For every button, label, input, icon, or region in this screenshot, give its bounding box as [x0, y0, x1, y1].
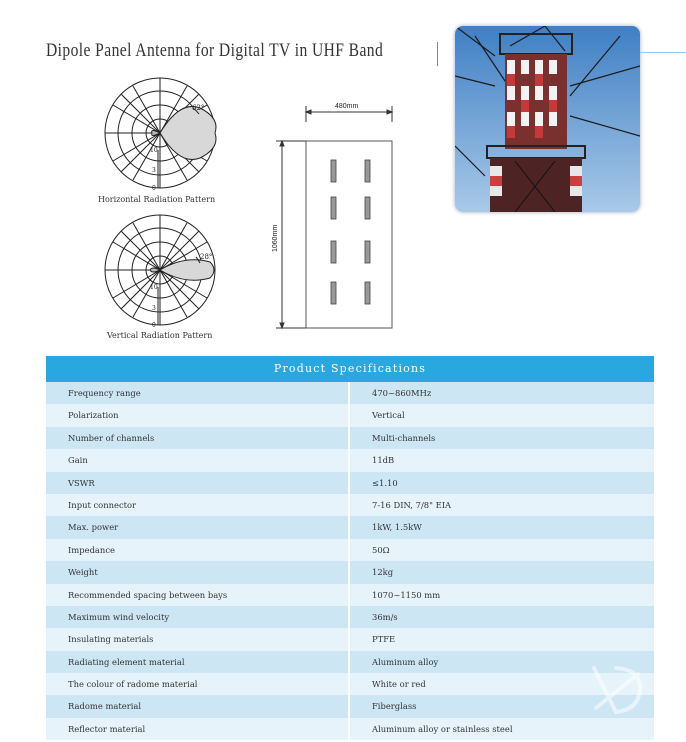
spec-label: Insulating materials	[46, 628, 350, 650]
spec-label: Max. power	[46, 516, 350, 538]
width-dimension: 480mm	[335, 103, 359, 110]
table-row	[46, 382, 654, 404]
watermark-logo-icon	[586, 660, 650, 720]
height-dimension: 1060mm	[272, 224, 279, 252]
table-row	[46, 404, 654, 426]
spec-label: Weight	[46, 561, 350, 583]
vertical-scale-10: 10	[150, 284, 158, 291]
spec-value: PTFE	[372, 634, 396, 645]
spec-label: Radiating element material	[46, 651, 350, 673]
spec-label: Radome material	[46, 695, 350, 717]
horizontal-pattern-plot	[105, 78, 216, 188]
vertical-pattern-angle: 28°	[200, 253, 213, 261]
table-row	[46, 584, 654, 606]
table-row	[46, 651, 654, 673]
spec-value: White or red	[372, 679, 426, 690]
spec-label: Number of channels	[46, 427, 350, 449]
horizontal-pattern-angle: 62°	[192, 104, 205, 112]
specifications-heading: Product Specifications	[46, 356, 654, 382]
spec-value: 470~860MHz	[372, 388, 432, 398]
table-row	[46, 539, 654, 561]
table-row	[46, 628, 654, 650]
vertical-pattern-caption: Vertical Radiation Pattern	[107, 331, 213, 340]
spec-label: Maximum wind velocity	[46, 606, 350, 628]
spec-label: Frequency range	[46, 382, 350, 404]
page-title: Dipole Panel Antenna for Digital TV in UHF Band	[46, 40, 384, 61]
vertical-scale-0: 0	[152, 322, 156, 329]
horizontal-scale-10: 10	[150, 147, 158, 154]
spec-label: Impedance	[46, 539, 350, 561]
table-row	[46, 472, 654, 494]
spec-label: Polarization	[46, 404, 350, 426]
spec-label: Reflector material	[46, 718, 350, 740]
spec-value: 7-16 DIN, 7/8" EIA	[372, 499, 452, 510]
spec-label: VSWR	[46, 472, 350, 494]
spec-label: Gain	[46, 449, 350, 471]
vertical-pattern-plot	[105, 215, 215, 325]
table-row	[46, 606, 654, 628]
spec-value: 1070~1150 mm	[372, 589, 441, 600]
spec-value: 50Ω	[372, 544, 390, 555]
spec-value: Fiberglass	[372, 701, 417, 712]
spec-value: Aluminum alloy	[372, 656, 439, 667]
spec-label: Input connector	[46, 494, 350, 516]
table-row	[46, 718, 654, 740]
horizontal-scale-3: 3	[152, 167, 156, 174]
table-row	[46, 561, 654, 583]
horizontal-pattern-caption: Horizontal Radiation Pattern	[98, 195, 216, 204]
spec-value: 36m/s	[372, 611, 398, 622]
table-row	[46, 449, 654, 471]
specifications-table	[46, 356, 654, 740]
table-row	[46, 427, 654, 449]
spec-value: 12kg	[372, 567, 394, 578]
spec-value: Aluminum alloy or stainless steel	[372, 723, 513, 734]
table-row	[46, 516, 654, 538]
spec-label: Recommended spacing between bays	[46, 584, 350, 606]
radiation-diagrams	[0, 0, 686, 350]
table-row	[46, 673, 654, 695]
vertical-scale-3: 3	[152, 305, 156, 312]
specification-rows	[46, 382, 654, 740]
table-row	[46, 695, 654, 717]
spec-value: 11dB	[372, 455, 395, 466]
spec-value: Multi-channels	[372, 432, 436, 443]
spec-value: ≤1.10	[372, 477, 398, 488]
dipole-elements	[331, 160, 370, 304]
spec-value: Vertical	[372, 410, 405, 421]
spec-value: 1kW, 1.5kW	[372, 522, 422, 533]
spec-label: The colour of radome material	[46, 673, 350, 695]
table-row	[46, 494, 654, 516]
horizontal-scale-0: 0	[152, 185, 156, 192]
